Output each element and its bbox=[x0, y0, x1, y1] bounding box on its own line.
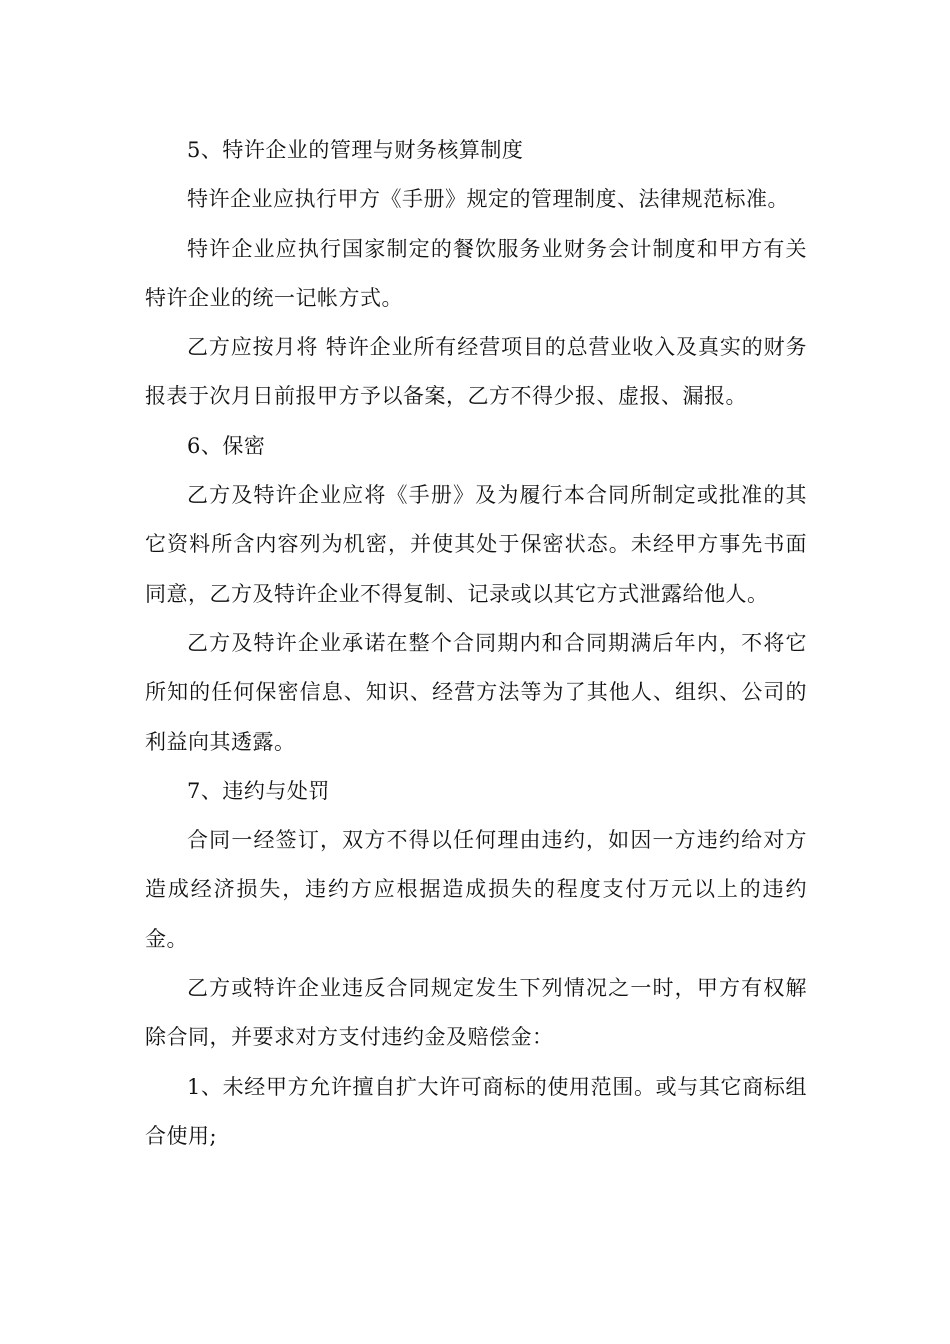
paragraph: 乙方或特许企业违反合同规定发生下列情况之一时，甲方有权解除合同，并要求对方支付违约金及赔偿金： bbox=[145, 976, 807, 1050]
section-heading-6: 6、保密 bbox=[187, 433, 266, 458]
paragraph: 特许企业应执行甲方《手册》规定的管理制度、法律规范标准。 bbox=[187, 187, 789, 212]
section-heading-7: 7、违约与处罚 bbox=[187, 778, 330, 803]
list-item: 1、未经甲方允许擅自扩大许可商标的使用范围。或与其它商标组合使用; bbox=[145, 1074, 807, 1148]
paragraph: 特许企业应执行国家制定的餐饮服务业财务会计制度和甲方有关特许企业的统一记帐方式。 bbox=[145, 236, 807, 310]
section-heading-5: 5、特许企业的管理与财务核算制度 bbox=[187, 138, 524, 162]
paragraph: 合同一经签订，双方不得以任何理由违约，如因一方违约给对方造成经济损失，违约方应根据造成损失的程度支付万元以上的违约金。 bbox=[145, 828, 807, 951]
document-body bbox=[145, 126, 807, 1161]
paragraph: 乙方及特许企业应将《手册》及为履行本合同所制定或批准的其它资料所含内容列为机密，并使其处于保密状态。未经甲方事先书面同意，乙方及特许企业不得复制、记录或以其它方式泄露给他人。 bbox=[145, 483, 807, 606]
paragraph: 乙方及特许企业承诺在整个合同期内和合同期满后年内，不将它所知的任何保密信息、知识、经营方法等为了其他人、组织、公司的利益向其透露。 bbox=[145, 630, 807, 754]
paragraph: 乙方应按月将 特许企业所有经营项目的总营业收入及真实的财务报表于次月日前报甲方予以备案，乙方不得少报、虚报、漏报。 bbox=[145, 335, 807, 409]
